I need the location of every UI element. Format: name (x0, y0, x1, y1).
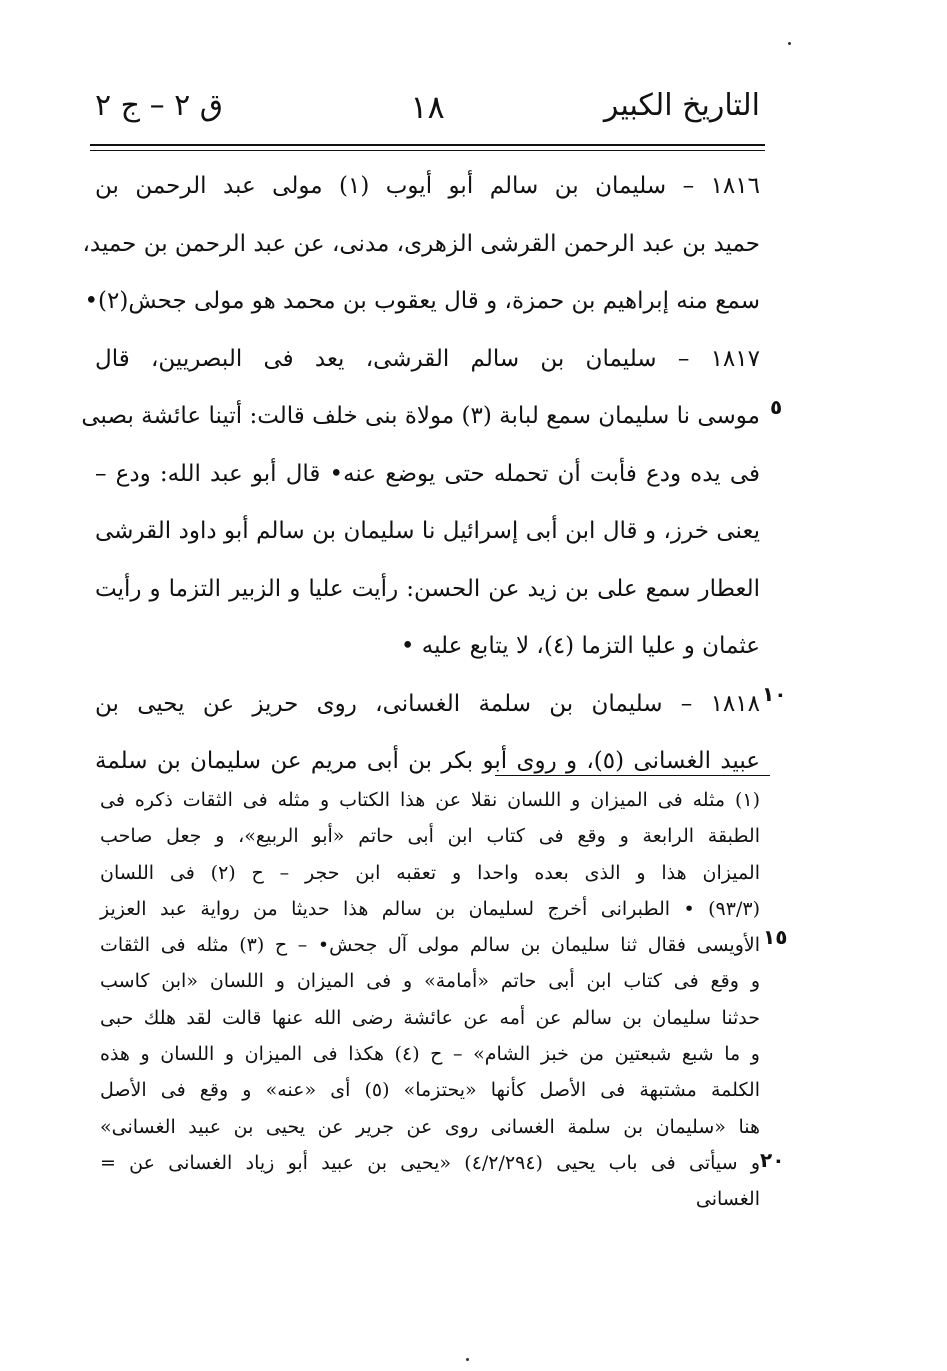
footnote-line: حدثنا سليمان بن سالم عن أمه عن عائشة رضى الله عنها قالت لقد هلك حبى (100, 1006, 760, 1029)
footnote-line: الكلمة مشتبهة فى الأصل كأنها «يحتزما» (٥) أى «عنه» و وقع فى الأصل (100, 1079, 760, 1102)
main-line: ١٨١٧ – سليمان بن سالم القرشى، يعد فى البصريين، قال (95, 345, 760, 372)
header-rule-thick (90, 144, 765, 146)
main-line: عبيد الغسانى (٥)، و روى أبو بكر بن أبى مريم عن سليمان بن سلمة (95, 748, 761, 774)
footnote-line: هنا «سليمان بن سلمة الغسانى روى عن جرير عن يحيى بن عبيد الغسانى» (100, 1115, 760, 1138)
line-number-5: ٥ (770, 395, 783, 419)
line-number-15: ١٥ (763, 925, 788, 949)
footnotes (100, 782, 760, 1218)
footnote-line: و سيأتى فى باب يحيى (٤/٢/٢٩٤) «يحيى بن عبيد أبو زياد الغسانى عن = (100, 1151, 761, 1174)
main-line: عثمان و عليا التزما (٤)، لا يتابع عليه • (400, 633, 760, 659)
main-line: حميد بن عبد الرحمن القرشى الزهرى، مدنى، عن عبد الرحمن بن حميد، (82, 230, 760, 257)
main-text (81, 158, 761, 791)
footnote-line: (١) مثله فى الميزان و اللسان نقلا عن هذا الكتاب و مثله فى الثقات ذكره فى (100, 789, 760, 811)
footnote-line: و ما شبع شبعتين من خبز الشام» – ح (٤) هكذا فى الميزان و اللسان و هذه (100, 1043, 760, 1066)
footnote-line: الغسانى (695, 1188, 760, 1211)
line-number-20: ٢٠ (760, 1148, 785, 1172)
footnote-line: الميزان هذا و الذى بعده واحدا و تعقبه ابن حجر – ح (٢) فى اللسان (100, 861, 760, 884)
footnote-line: الطبقة الرابعة و وقع فى كتاب ابن أبى حاتم «أبو الربيع»، و جعل صاحب (100, 825, 760, 848)
main-line: فى يده ودع فأبت أن تحمله حتى يوضع عنه• قال أبو عبد الله: ودع – (95, 460, 760, 487)
header-rule-thin (90, 150, 765, 151)
footnote-separator (495, 775, 770, 776)
main-line: ١٨١٦ – سليمان بن سالم أبو أيوب (١) مولى عبد الرحمن بن (95, 173, 760, 199)
scan-speck (788, 42, 791, 45)
page-number: ١٨ (410, 88, 445, 126)
main-line: يعنى خرز، و قال ابن أبى إسرائيل نا سليمان بن سالم أبو داود القرشى (95, 518, 760, 544)
line-number-10: ١٠ (762, 682, 787, 706)
footnote-line: (٩٣/٣) • الطبرانى أخرج لسليمان بن سالم هذا حديثا من رواية عبد العزيز (100, 897, 760, 920)
scan-speck (466, 1358, 469, 1361)
main-line: ١٨١٨ – سليمان بن سلمة الغسانى، روى حريز عن يحيى بن (95, 690, 760, 717)
main-line: سمع منه إبراهيم بن حمزة، و قال يعقوب بن محمد هو مولى جحش(٢)• (84, 288, 760, 314)
footnote-line: الأويسى فقال ثنا سليمان بن سالم مولى آل جحش• – ح (٣) مثله فى الثقات (100, 934, 760, 957)
section-reference: ق ٢ – ج ٢ (95, 88, 224, 123)
running-title: التاريخ الكبير (603, 88, 760, 123)
page-header (95, 88, 760, 138)
main-line: العطار سمع على بن زيد عن الحسن: رأيت عليا و الزبير التزما و رأيت (95, 575, 760, 602)
main-line: موسى نا سليمان سمع لبابة (٣) مولاة بنى خلف قالت: أتينا عائشة بصبى (81, 403, 760, 429)
footnote-line: و وقع فى كتاب ابن أبى حاتم «أمامة» و فى الميزان و اللسان «ابن كاسب (100, 970, 760, 993)
